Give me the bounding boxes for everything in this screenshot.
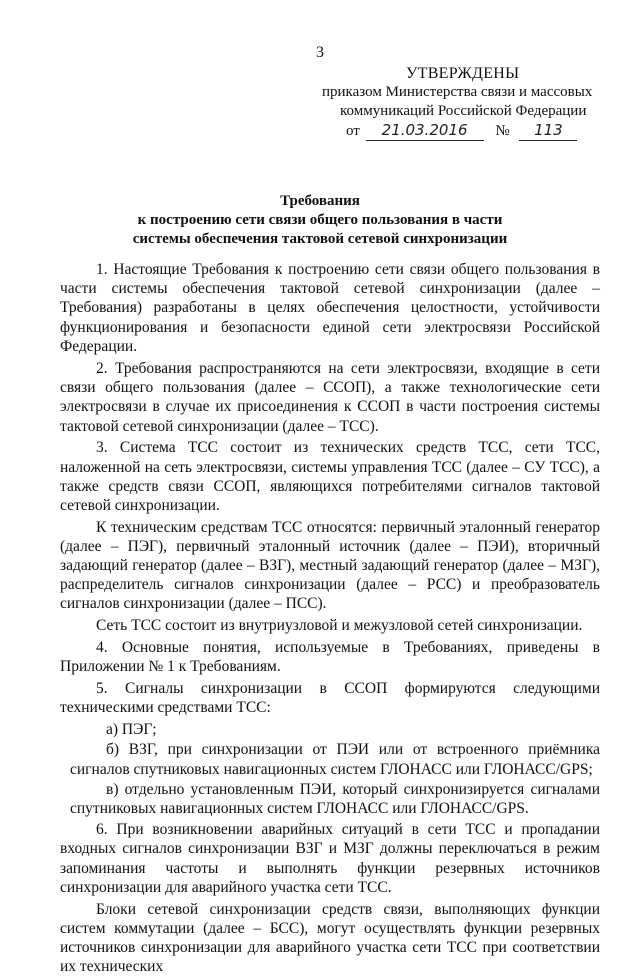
paragraph-3: 3. Система ТСС состоит из технических средств ТСС, сети ТСС, наложенной на сеть электросвязи, системы управления ТСС (далее – СУ ТСС), а также средств связи ССОП, являющихся потребителями сигналов тактовой сетевой синхронизации. xyxy=(60,439,600,514)
sub-item-c: в) отдельно установленным ПЭИ, который синхронизируется сигналами спутниковых навигационных систем ГЛОНАСС или ГЛОНАСС/GPS. xyxy=(70,781,600,818)
approval-line-2: коммуникаций Российской Федерации xyxy=(340,103,587,119)
title-line-1: Требования xyxy=(280,193,360,209)
date-prefix: от xyxy=(346,123,360,139)
title-line-2: к построению сети связи общего пользования в части xyxy=(137,212,503,228)
approval-heading: УТВЕРЖДЕНЫ xyxy=(406,65,520,82)
paragraph-4: 4. Основные понятия, используемые в Требованиях, приведены в Приложении № 1 к Требованиям. xyxy=(60,638,600,676)
paragraph-1: 1. Настоящие Требования к построению сети связи общего пользования в части системы обеспечения тактовой сетевой синхронизации (далее – Требования) разработаны в целях обеспечения целостности, устойчивости функционирования и безопасности единой сети электросвязи Российской Федерации. xyxy=(60,261,600,355)
sub-item-b: б) ВЗГ, при синхронизации от ПЭИ или от встроенного приёмника сигналов спутниковых навигационных систем ГЛОНАСС или ГЛОНАСС/GPS; xyxy=(70,741,600,778)
document-title xyxy=(40,192,600,249)
handwritten-date: 21.03.2016 xyxy=(366,121,484,141)
paragraph-5: 5. Сигналы синхронизации в ССОП формируются следующими техническими средствами ТСС: xyxy=(60,679,600,716)
document-body xyxy=(60,260,600,979)
handwritten-number: 113 xyxy=(519,121,577,141)
paragraph-network-structure: Сеть ТСС состоит из внутриузловой и межузловой сетей синхронизации. xyxy=(96,617,583,635)
approval-line-1: приказом Министерства связи и массовых xyxy=(322,84,593,100)
sub-item-a: а) ПЭГ; xyxy=(106,720,157,738)
paragraph-bss: Блоки сетевой синхронизации средств связи, выполняющих функции систем коммутации (далее – БСС), могут осуществлять функции резервных источников синхронизации для аварийного участка сети ТСС при соответствии их технических xyxy=(60,900,600,976)
approval-date-line xyxy=(318,121,608,141)
paragraph-technical-means: К техническим средствам ТСС относятся: первичный эталонный генератор (далее – ПЭГ), первичный эталонный источник (далее – ПЭИ), вторичный задающий генератор (далее – ВЗГ), местный задающий генератор (далее – МЗГ), распределитель сигналов синхронизации (далее – РСС) и преобразователь сигналов синхронизации (далее – ПСС). xyxy=(60,518,600,613)
approval-block xyxy=(318,64,608,141)
number-sign: № xyxy=(495,123,510,139)
title-line-3: системы обеспечения тактовой сетевой синхронизации xyxy=(132,231,508,247)
paragraph-2: 2. Требования распространяются на сети электросвязи, входящие в сети связи общего пользования (далее – ССОП), а также технологические сети электросвязи в случае их присоединения к ССОП в части построения системы тактовой сетевой синхронизации (далее – ТСС). xyxy=(60,360,600,435)
page-number: 3 xyxy=(316,44,324,61)
paragraph-6: 6. При возникновении аварийных ситуаций в сети ТСС и пропадании входных сигналов синхронизации ВЗГ и МЗГ должны переключаться в режим запоминания частоты и выполнять функции резервных источников синхронизации для аварийного участка сети ТСС. xyxy=(60,821,600,896)
